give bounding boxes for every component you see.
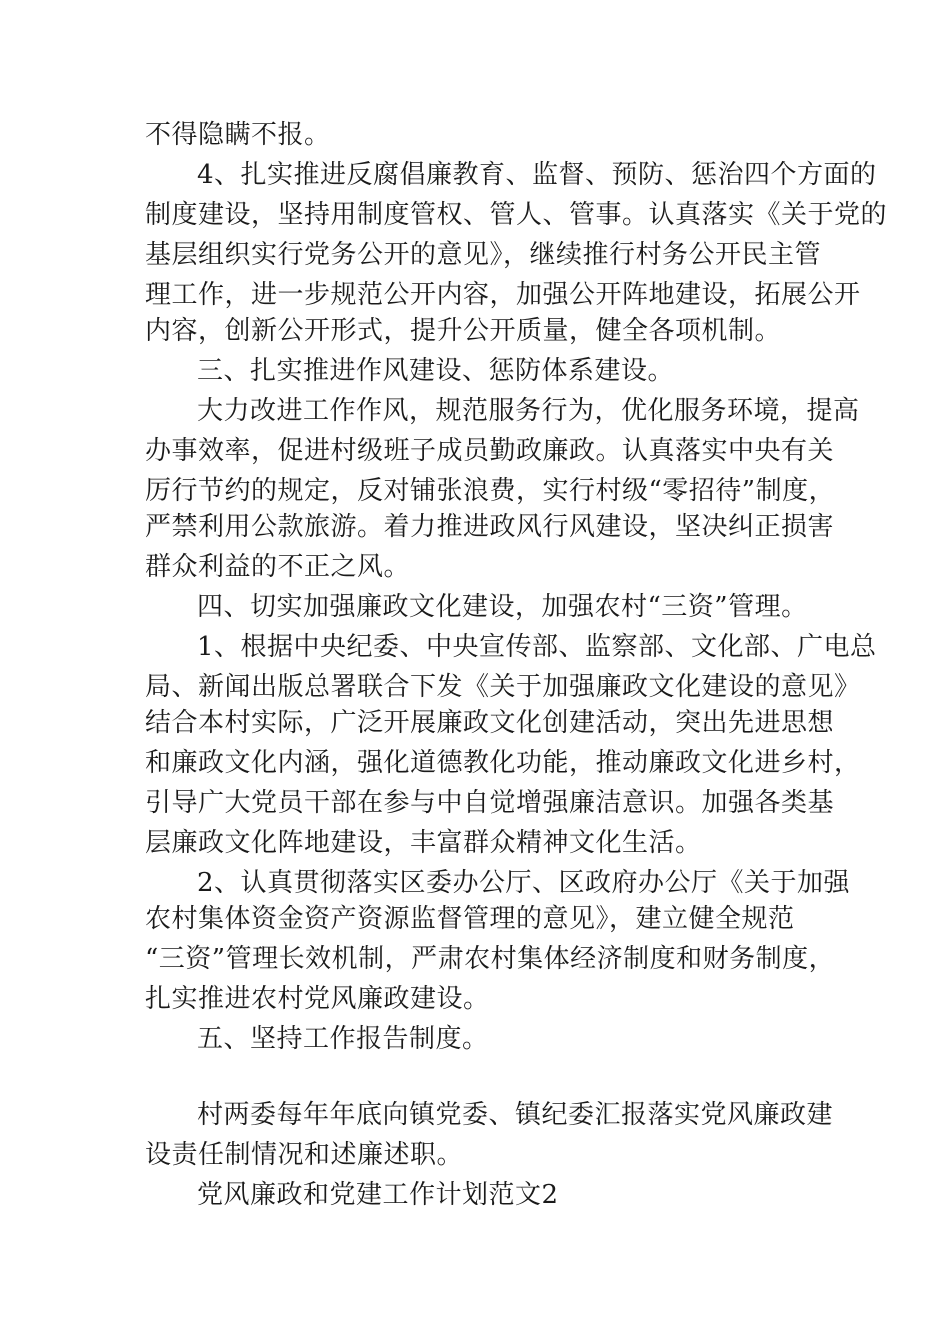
text-line: 2、认真贯彻落实区委办公厅、区政府办公厅《关于加强 bbox=[197, 868, 851, 898]
text-line: 制度建设，坚持用制度管权、管人、管事。认真落实《关于党的 bbox=[145, 200, 888, 230]
text-line: 群众利益的不正之风。 bbox=[145, 552, 411, 582]
text-line: 村两委每年年底向镇党委、镇纪委汇报落实党风廉政建 bbox=[197, 1100, 834, 1130]
text-line: 层廉政文化阵地建设，丰富群众精神文化生活。 bbox=[145, 828, 702, 858]
text-line: 局、新闻出版总署联合下发《关于加强廉政文化建设的意见》 bbox=[145, 672, 861, 702]
text-line: 设责任制情况和述廉述职。 bbox=[145, 1140, 464, 1170]
section-heading: 三、扎实推进作风建设、惩防体系建设。 bbox=[197, 356, 675, 386]
text-line: 和廉政文化内涵，强化道德教化功能，推动廉政文化进乡村， bbox=[145, 748, 861, 778]
section-heading: 四、切实加强廉政文化建设，加强农村“三资”管理。 bbox=[197, 592, 808, 622]
document-title: 党风廉政和党建工作计划范文2 bbox=[197, 1180, 559, 1210]
text-line: 农村集体资金资产资源监督管理的意见》，建立健全规范 bbox=[145, 904, 795, 934]
text-line: 1、根据中央纪委、中央宣传部、监察部、文化部、广电总 bbox=[197, 632, 877, 662]
text-line: 引导广大党员干部在参与中自觉增强廉洁意识。加强各类基 bbox=[145, 788, 835, 818]
text-line: 扎实推进农村党风廉政建设。 bbox=[145, 984, 490, 1014]
text-line: “三资”管理长效机制，严肃农村集体经济制度和财务制度， bbox=[145, 944, 836, 974]
text-line: 理工作，进一步规范公开内容，加强公开阵地建设，拓展公开 bbox=[145, 280, 861, 310]
section-heading: 五、坚持工作报告制度。 bbox=[197, 1024, 489, 1054]
text-line: 大力改进工作作风，规范服务行为，优化服务环境，提高 bbox=[197, 396, 860, 426]
text-line: 结合本村实际，广泛开展廉政文化创建活动，突出先进思想 bbox=[145, 708, 835, 738]
text-line: 不得隐瞒不报。 bbox=[145, 120, 331, 150]
text-line: 厉行节约的规定，反对铺张浪费，实行村级“零招待”制度， bbox=[145, 476, 836, 506]
text-line: 4、扎实推进反腐倡廉教育、监督、预防、惩治四个方面的 bbox=[197, 160, 877, 190]
text-line: 基层组织实行党务公开的意见》，继续推行村务公开民主管 bbox=[145, 240, 822, 270]
text-line: 严禁利用公款旅游。着力推进政风行风建设，坚决纠正损害 bbox=[145, 512, 835, 542]
text-line: 内容，创新公开形式，提升公开质量，健全各项机制。 bbox=[145, 316, 782, 346]
text-line: 办事效率，促进村级班子成员勤政廉政。认真落实中央有关 bbox=[145, 436, 835, 466]
